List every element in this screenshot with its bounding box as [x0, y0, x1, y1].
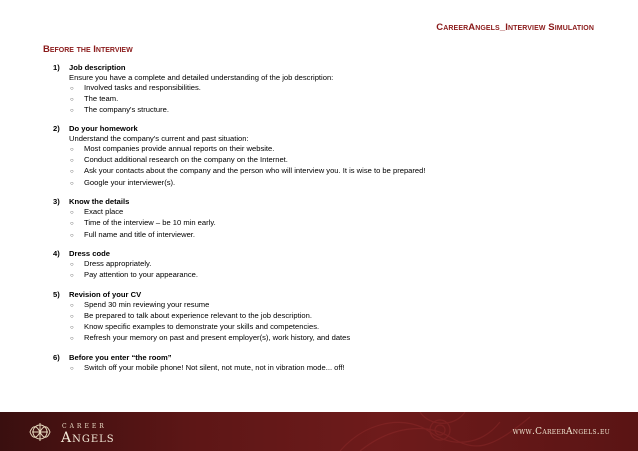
bullet-circle-icon: ○ — [70, 273, 74, 280]
bullet-circle-icon: ○ — [70, 261, 74, 268]
section-number: 1) — [53, 63, 60, 72]
list-item-text: Spend 30 min reviewing your resume — [84, 299, 210, 309]
bullet-list — [53, 83, 613, 117]
section-3 — [53, 197, 613, 241]
list-item — [70, 144, 613, 155]
bullet-circle-icon: ○ — [70, 232, 74, 239]
section-number: 4) — [53, 248, 60, 258]
bullet-circle-icon: ○ — [70, 325, 74, 332]
list-item-text: Most companies provide annual reports on their website. — [84, 143, 275, 153]
list-item-text: Dress appropriately. — [84, 258, 152, 268]
bullet-circle-icon: ○ — [70, 313, 74, 320]
logo-small-text: CAREER — [62, 423, 107, 430]
section-heading-text: Before you enter “the room” — [69, 352, 172, 362]
section-2 — [53, 124, 613, 189]
section-intro: Understand the company's current and past situation: — [69, 134, 249, 144]
list-item-text: Ask your contacts about the company and the person who will interview you. It is wise to be prepared! — [84, 166, 426, 176]
list-item-text: Know specific examples to demonstrate your skills and competencies. — [84, 322, 320, 332]
list-item — [70, 322, 613, 333]
bullet-circle-icon: ○ — [70, 146, 74, 153]
list-item — [70, 270, 613, 281]
list-item — [70, 363, 613, 374]
section-heading — [53, 197, 613, 207]
document-header: CareerAngels_Interview Simulation — [436, 22, 594, 33]
bullet-circle-icon: ○ — [70, 365, 74, 372]
bullet-circle-icon: ○ — [70, 108, 74, 115]
section-heading — [53, 353, 613, 363]
list-item-text: Conduct additional research on the company on the Internet. — [84, 155, 288, 165]
list-item — [70, 94, 613, 105]
bullet-circle-icon: ○ — [70, 96, 74, 103]
section-title: Before the Interview — [43, 44, 133, 55]
list-item-text: Full name and title of interviewer. — [84, 229, 196, 239]
list-item — [70, 230, 613, 241]
list-item — [70, 166, 613, 177]
section-5 — [53, 290, 613, 345]
section-heading-text: Dress code — [69, 248, 110, 258]
bullet-circle-icon: ○ — [70, 302, 74, 309]
section-heading-text: Job description — [69, 63, 126, 72]
list-item-text: The company's structure. — [84, 105, 170, 115]
list-item-text: The team. — [84, 93, 119, 103]
list-item-text: Be prepared to talk about experience relevant to the job description. — [84, 310, 312, 320]
section-heading — [53, 63, 613, 73]
footer-banner — [0, 412, 638, 451]
footer-website-link[interactable]: www.CareerAngels.eu — [512, 427, 610, 437]
section-intro: Ensure you have a complete and detailed understanding of the job description: — [69, 73, 334, 82]
list-item — [70, 259, 613, 270]
career-angels-emblem-icon — [27, 420, 53, 444]
list-item — [70, 333, 613, 344]
section-6 — [53, 353, 613, 374]
section-heading-text: Do your homework — [69, 124, 138, 134]
list-item — [70, 300, 613, 311]
section-heading-text: Revision of your CV — [69, 289, 142, 299]
list-item-text: Refresh your memory on past and present employer(s), work history, and dates — [84, 333, 351, 343]
section-number: 2) — [53, 124, 60, 134]
bullet-circle-icon: ○ — [70, 169, 74, 176]
section-heading — [53, 290, 613, 300]
list-item — [70, 218, 613, 229]
list-item-text: Pay attention to your appearance. — [84, 270, 198, 280]
section-heading — [53, 249, 613, 259]
list-item — [70, 105, 613, 116]
bullet-list — [53, 207, 613, 241]
bullet-circle-icon: ○ — [70, 180, 74, 187]
list-item — [70, 311, 613, 322]
section-1 — [53, 63, 613, 116]
list-item-text: Switch off your mobile phone! Not silent, not mute, not in vibration mode... off! — [84, 362, 345, 372]
section-number: 3) — [53, 197, 60, 207]
section-4 — [53, 249, 613, 282]
bullet-list — [53, 144, 613, 189]
section-number: 6) — [53, 352, 60, 362]
bullet-circle-icon: ○ — [70, 221, 74, 228]
list-item — [70, 83, 613, 94]
list-item-text: Google your interviewer(s). — [84, 177, 176, 187]
list-item — [70, 178, 613, 189]
list-item-text: Time of the interview – be 10 min early. — [84, 218, 216, 228]
bullet-circle-icon: ○ — [70, 336, 74, 343]
bullet-list — [53, 259, 613, 282]
section-heading-text: Know the details — [69, 197, 130, 207]
section-heading — [53, 124, 613, 134]
bullet-list — [53, 363, 613, 374]
list-item-text: Involved tasks and responsibilities. — [84, 82, 201, 92]
list-item-text: Exact place — [84, 207, 124, 217]
list-item — [70, 207, 613, 218]
section-number: 5) — [53, 289, 60, 299]
sections-list — [53, 63, 613, 382]
bullet-list — [53, 300, 613, 345]
list-item — [70, 155, 613, 166]
bullet-circle-icon: ○ — [70, 210, 74, 217]
bullet-circle-icon: ○ — [70, 85, 74, 92]
logo-wordmark: Angels — [61, 430, 115, 446]
bullet-circle-icon: ○ — [70, 158, 74, 165]
